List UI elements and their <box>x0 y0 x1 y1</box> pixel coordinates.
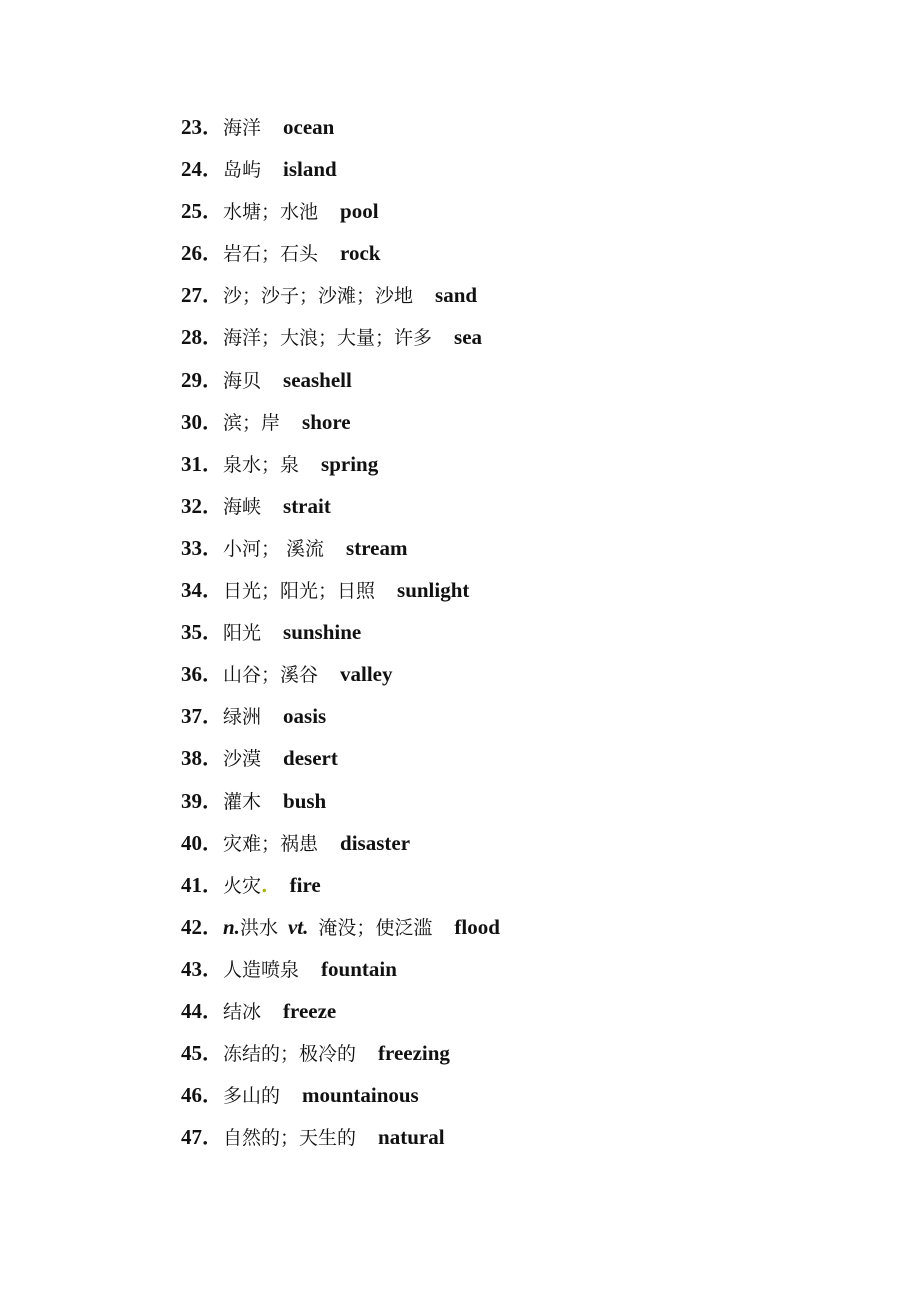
list-item: 28．海洋；大浪；大量；许多 sea <box>181 325 483 350</box>
list-item: 46．多山的 mountainous <box>181 1083 419 1108</box>
list-item: 29．海贝 seashell <box>181 367 352 392</box>
list-item: 32．海峡 strait <box>181 493 331 518</box>
list-item: 33．小河； 溪流 stream <box>181 535 408 560</box>
list-item: 45．冻结的；极冷的 freezing <box>181 1041 450 1066</box>
list-item: 23．海洋 ocean <box>181 115 335 139</box>
list-item: 31．泉水；泉 spring <box>181 451 379 476</box>
part-of-speech-noun: n. <box>223 914 240 939</box>
list-item: 38．沙漠 desert <box>181 746 338 771</box>
list-item: 47．自然的；天生的 natural <box>181 1125 445 1150</box>
list-item: 24．岛屿 island <box>181 157 337 182</box>
list-item: 30．滨；岸 shore <box>181 409 351 434</box>
list-item: 43．人造喷泉 fountain <box>181 956 397 981</box>
list-item: 27．沙；沙子；沙滩；沙地 sand <box>181 283 478 308</box>
list-item: 39．灌木 bush <box>181 788 327 813</box>
list-item: 35．阳光 sunshine <box>181 620 362 645</box>
part-of-speech-verb: vt. <box>287 914 309 939</box>
list-item: 34．日光；阳光；日照 sunlight <box>181 578 470 603</box>
list-item: 25．水塘；水池 pool <box>181 199 379 224</box>
list-item: 36．山谷；溪谷 valley <box>181 662 393 687</box>
list-item: 41．火灾. fire <box>181 872 321 897</box>
list-item: 42．n.洪水 vt. 淹没；使泛滥 flood <box>181 914 500 939</box>
list-item: 37．绿洲 oasis <box>181 704 327 729</box>
highlight-mark: . <box>261 874 268 897</box>
vocabulary-list <box>181 106 500 1158</box>
list-item: 26．岩石；石头 rock <box>181 241 381 266</box>
list-item: 40．灾难；祸患 disaster <box>181 830 411 855</box>
list-item: 44．结冰 freeze <box>181 998 337 1023</box>
